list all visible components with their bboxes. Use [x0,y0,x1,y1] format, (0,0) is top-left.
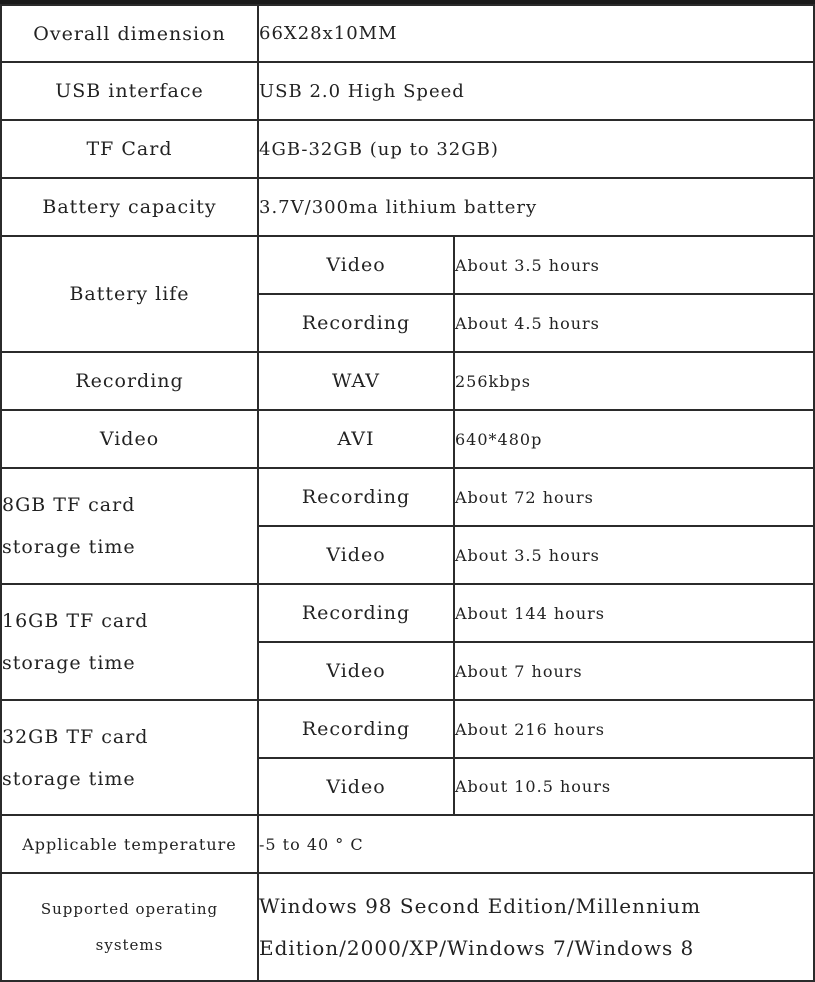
spec-sub-value: About 10.5 hours [454,758,814,815]
spec-value: USB 2.0 High Speed [258,62,814,120]
spec-row-battery-capacity [1,178,814,236]
spec-row-32gb-recording [1,700,814,758]
spec-label-line: Supported operating [40,900,219,918]
spec-row-video [1,410,814,468]
spec-format: WAV [258,352,454,410]
spec-value-line: Windows 98 Second Edition/Millennium [259,894,702,918]
spec-value: 66X28x10MM [258,5,814,62]
spec-label-line: 32GB TF card [2,725,149,748]
spec-sub-label: Video [258,642,454,700]
spec-value-line: Edition/2000/XP/Windows 7/Windows 8 [259,936,695,960]
spec-sub-label: Recording [258,584,454,642]
spec-sub-value: 640*480p [454,410,814,468]
spec-row-16gb-recording [1,584,814,642]
spec-label [1,873,258,981]
spec-sub-value: 256kbps [454,352,814,410]
spec-sub-value: About 72 hours [454,468,814,526]
spec-label [1,468,258,584]
spec-label: TF Card [1,120,258,178]
spec-sub-label: Recording [258,468,454,526]
spec-sub-label: Recording [258,294,454,352]
spec-label: Overall dimension [1,5,258,62]
spec-label: Applicable temperature [1,815,258,873]
spec-sub-value: About 4.5 hours [454,294,814,352]
spec-label: Recording [1,352,258,410]
spec-row-os [1,873,814,981]
spec-label-line: systems [95,936,164,954]
spec-label: Battery life [1,236,258,352]
spec-row-8gb-recording [1,468,814,526]
spec-sub-label: Video [258,758,454,815]
spec-format: AVI [258,410,454,468]
spec-label [1,700,258,815]
spec-label: Video [1,410,258,468]
spec-row-overall-dimension [1,5,814,62]
spec-row-temperature [1,815,814,873]
spec-sub-value: About 7 hours [454,642,814,700]
spec-sub-value: About 144 hours [454,584,814,642]
spec-sub-value: About 3.5 hours [454,526,814,584]
spec-value: 3.7V/300ma lithium battery [258,178,814,236]
spec-sub-label: Video [258,526,454,584]
spec-row-recording [1,352,814,410]
spec-row-tf-card [1,120,814,178]
spec-sub-label: Recording [258,700,454,758]
spec-value: 4GB-32GB (up to 32GB) [258,120,814,178]
spec-sub-value: About 3.5 hours [454,236,814,294]
spec-value: -5 to 40 ° C [258,815,814,873]
spec-label: Battery capacity [1,178,258,236]
spec-label: USB interface [1,62,258,120]
spec-label-line: 8GB TF card [2,494,136,516]
spec-sub-label: Video [258,236,454,294]
spec-label-line: 16GB TF card [2,610,149,632]
spec-row-battery-life-video [1,236,814,294]
spec-label-line: storage time [2,767,136,790]
spec-label-line: storage time [2,536,136,558]
spec-label-line: storage time [2,652,136,674]
spec-label [1,584,258,700]
spec-value [258,873,814,981]
spec-row-usb-interface [1,62,814,120]
spec-sub-value: About 216 hours [454,700,814,758]
spec-table [0,4,815,982]
